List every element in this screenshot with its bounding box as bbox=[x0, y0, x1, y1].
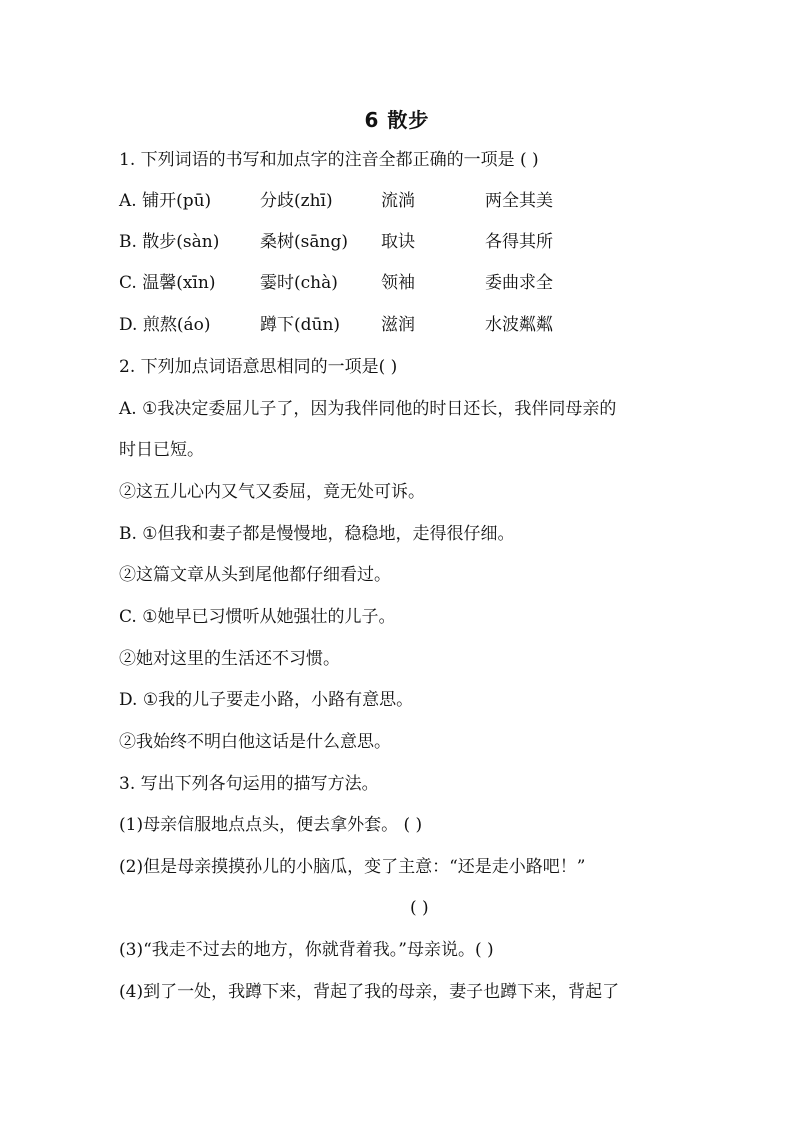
q1-d-word3: 滋润 bbox=[381, 315, 415, 335]
q1-d-word4: 水波粼粼 bbox=[485, 315, 553, 335]
q1-c-word3: 领袖 bbox=[381, 273, 415, 293]
q2-line: ②这五儿心内又气又委屈，竟无处可诉。 bbox=[119, 482, 425, 502]
page-title: 6 散步 bbox=[364, 108, 430, 132]
q2-line: ②我始终不明白他这话是什么意思。 bbox=[119, 732, 391, 752]
question-1-stem: 1. 下列词语的书写和加点字的注音全都正确的一项是 ( ) bbox=[119, 150, 539, 170]
q3-item-2-answer-blank: ( ) bbox=[410, 898, 429, 918]
q2-line: A. ①我决定委屈儿子了，因为我伴同他的时日还长，我伴同母亲的 bbox=[119, 399, 617, 419]
question-3-stem: 3. 写出下列各句运用的描写方法。 bbox=[119, 774, 379, 794]
q2-line: B. ①但我和妻子都是慢慢地，稳稳地，走得很仔细。 bbox=[119, 524, 515, 544]
q2-line: ②她对这里的生活还不习惯。 bbox=[119, 649, 340, 669]
q1-b-word4: 各得其所 bbox=[485, 232, 553, 252]
q3-item-4: (4)到了一处，我蹲下来，背起了我的母亲，妻子也蹲下来，背起了 bbox=[119, 982, 620, 1002]
q3-item-1: (1)母亲信服地点点头，便去拿外套。 ( ) bbox=[119, 815, 423, 835]
q2-line: C. ①她早已习惯听从她强壮的儿子。 bbox=[119, 607, 396, 627]
q1-a-word3: 流淌 bbox=[381, 191, 415, 211]
question-2-stem: 2. 下列加点词语意思相同的一项是( ) bbox=[119, 357, 398, 377]
q3-item-2: (2)但是母亲摸摸孙儿的小脑瓜，变了主意：“还是走小路吧！” bbox=[119, 857, 586, 877]
q2-line: ②这篇文章从头到尾他都仔细看过。 bbox=[119, 565, 391, 585]
q1-c-word1: C. 温馨(xīn) bbox=[119, 273, 216, 293]
q2-line: D. ①我的儿子要走小路，小路有意思。 bbox=[119, 690, 414, 710]
q1-b-word3: 取诀 bbox=[381, 232, 415, 252]
q1-b-word1: B. 散步(sàn) bbox=[119, 232, 220, 252]
q1-b-word2: 桑树(sāng) bbox=[260, 232, 348, 252]
q1-a-word1: A. 铺开(pū) bbox=[119, 191, 212, 211]
q1-c-word4: 委曲求全 bbox=[485, 273, 553, 293]
q1-a-word4: 两全其美 bbox=[485, 191, 553, 211]
q1-d-word1: D. 煎熬(áo) bbox=[119, 315, 211, 335]
q2-line: 时日已短。 bbox=[119, 440, 204, 460]
q1-c-word2: 霎时(chà) bbox=[260, 273, 338, 293]
q1-a-word2: 分歧(zhī) bbox=[260, 191, 333, 211]
q1-d-word2: 蹲下(dūn) bbox=[260, 315, 341, 335]
q3-item-3: (3)“我走不过去的地方，你就背着我。”母亲说。( ) bbox=[119, 940, 494, 960]
